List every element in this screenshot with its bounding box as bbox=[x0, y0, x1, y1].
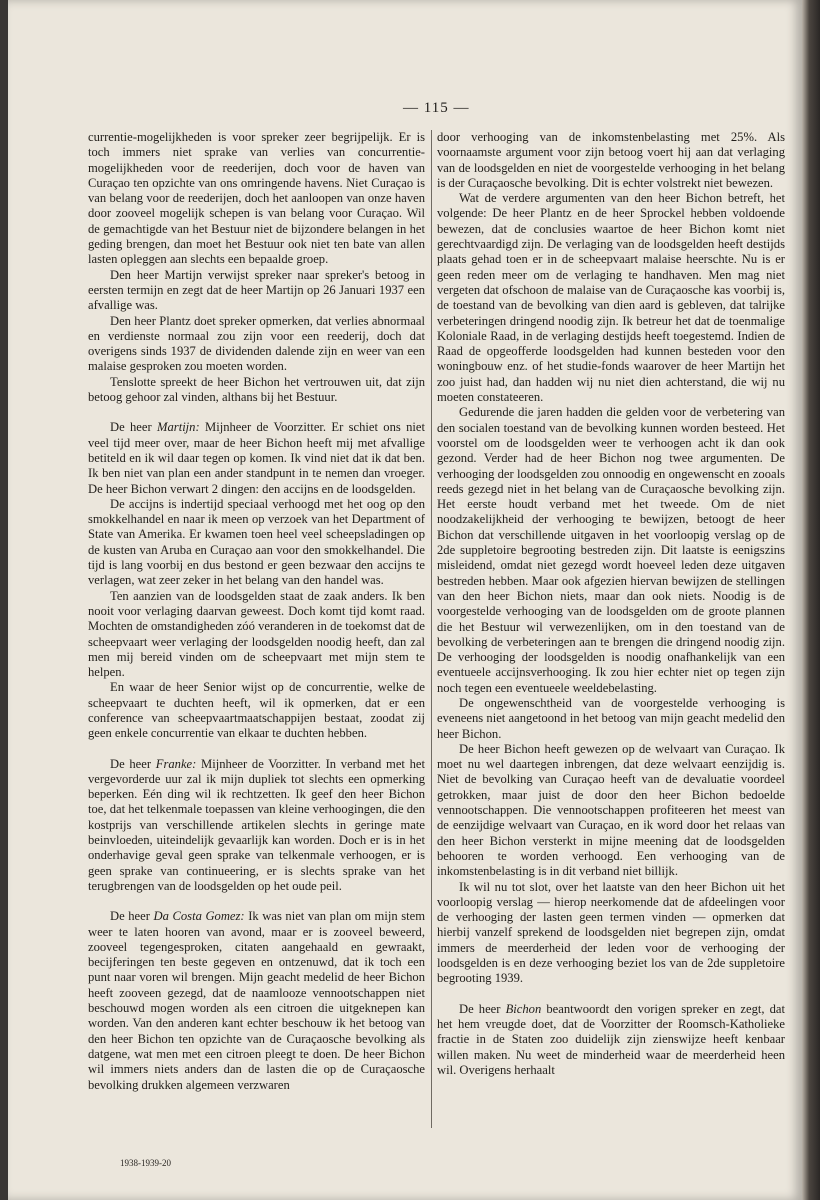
speaker-name: Martijn: bbox=[157, 420, 200, 435]
paragraph-text: Mijnheer de Voorzitter. Er schiet ons niet veel tijd meer over, maar de heer Bichon heeft mij met afvallige betiteld en ik wil daar tegen op komen. Ik vind niet dat ik dat ben. Ik ben niet van plan een ander standpunt in te nemen dan vroeger. De heer Bichon verwart 2 dingen: den accijns en de loodsgelden. bbox=[88, 420, 425, 496]
speaker-name: Bichon bbox=[505, 1001, 542, 1016]
speaker-prefix: De heer bbox=[110, 420, 157, 435]
paragraph: De accijns is indertijd speciaal verhoogd met het oog op den smokkelhandel en naar ik meen op verzoek van het Department of State van Amerika. Er kwamen toen heel veel scheepsladingen op de kusten van Aruba en Curaçao aan voor den smokkelhandel. Die tijd is lang voorbij en dus bestond er geen bezwaar den accijns te verlagen, wat zeer zeker in het belang van den handel was. bbox=[88, 496, 425, 588]
speaker-paragraph bbox=[88, 909, 425, 1093]
speaker-prefix: De heer bbox=[110, 756, 156, 771]
paragraph: De ongewenschtheid van de voorgestelde verhooging is eveneens niet aangetoond in het betoog van mijn geacht medelid den heer Bichon. bbox=[437, 695, 785, 741]
speaker-name: Franke: bbox=[155, 756, 197, 771]
speaker-paragraph bbox=[437, 1002, 785, 1078]
paragraph: Gedurende die jaren hadden die gelden voor de verbetering van den socialen toestand van de bevolking kunnen worden besteed. Het voorstel om de loodsgelden weer te verhoogen acht ik dan ook gezond. Verder had de heer Bichon nog twee argumenten. De verhooging der loodsgelden zou onnoodig en ongewenscht en zooals reeds gezegd niet in het belang van de Curaçaosche bevolking zijn. Het eerste houdt verband met het tweede. Om de niet noodzakelijkheid der verhooging te bewijzen, betoogt de heer Bichon dat verschillende uitgaven in het voorloopig verslag op de 2de suppletoire begrooting bestreden zijn. Dit laatste is eenigszins misleidend, omdat niet gezegd wordt hoeveel leden deze uitgaven bestreden hebben. Maar ook afgezien hiervan bewijzen de stellingen van den heer Bichon niets, maar dan ook niets. Noodig is de voorgestelde verhooging van de loodsgelden om de groote plannen die het Bestuur wil verwezenlijken, om in den toestand van de bevolking de verbeteringen aan te brengen die dringend noodig zijn. De verhooging der loodsgelden is noodig onafhankelijk van een eventueele accijnsverhooging. Ik zou hier echter niet op tegen zijn noch tegen een eventueele weeldebelasting. bbox=[437, 405, 785, 695]
column-divider bbox=[431, 130, 432, 1128]
paragraph-text: beantwoordt den vorigen spreker en zegt, dat het hem vreugde doet, dat de Voorzitter der Roomsch-Katholieke fractie in de Staten zoo duidelijk zijn zienswijze heeft kenbaar willen maken. Nu weet de minderheid waar de meerderheid heen wil. Overigens herhaalt bbox=[437, 1001, 785, 1077]
speaker-paragraph bbox=[88, 420, 425, 496]
paragraph: currentie-mogelijkheden is voor spreker zeer begrijpelijk. Er is toch immers niet sprake van verlies van concurrentie-mogelijkheden voor de reederijen, doch voor de haven van Curaçao ten opzichte van ons omringende havens. Niet Curaçao is van belang voor de reederijen, doch het aanloopen van onze haven door zooveel mogelijk schepen is van belang voor Curaçao. Wil de gemachtigde van het Bestuur niet de bijzondere belangen in het geding brengen, dan moet het Bestuur ook niet ten bate van allen lasten opleggen aan slechts een bepaalde groep. bbox=[88, 130, 425, 267]
speaker-paragraph bbox=[88, 757, 425, 895]
speaker-prefix: De heer bbox=[459, 1001, 506, 1016]
paragraph: Ten aanzien van de loodsgelden staat de zaak anders. Ik ben nooit voor verlaging daarvan geweest. Doch komt tijd komt raad. Mochten de omstandigheden zóó veranderen in de toekomst dat de scheepvaart weer verlaging der loodsgelden noodig heeft, dan zal men mij bereid vinden om de scheepvaart met mijn stem te helpen. bbox=[88, 588, 425, 680]
right-column bbox=[437, 130, 785, 1078]
paragraph-text: Mijnheer de Voorzitter. In verband met het vergevorderde uur zal ik mijn dupliek tot slechts een opmerking beperken. Eén ding wil ik rechtzetten. Ik geef den heer Bichon toe, dat het telkenmale toepassen van kleine verhoogingen, die den kostprijs van verschillende artikelen slechts in geringe mate beinvloeden, uiteindelijk gevaarlijk kan worden. Doch er is in het onderhavige geval geen sprake van telkenmale verhoogen, er is geen sprake van continueering, er is slechts sprake van het terugbrengen van de loodsgelden op het oude peil. bbox=[88, 756, 426, 893]
speaker-name: Da Costa Gomez: bbox=[153, 909, 245, 924]
paragraph: Den heer Martijn verwijst spreker naar spreker's betoog in eersten termijn en zegt dat de heer Martijn op 26 Januari 1937 een afvallige was. bbox=[88, 267, 425, 313]
paragraph: De heer Bichon heeft gewezen op de welvaart van Curaçao. Ik moet nu wel daartegen inbrengen, dat deze welvaart eenzijdig is. Niet de bevolking van Curaçao heeft van de devaluatie voordeel getrokken, maar juist de door den heer Bichon bedoelde vennootschappen. Die vennootschappen profiteeren het meest van de eenzijdige welvaart van Curaçao, en ik word door het relaas van den heer Bichon versterkt in mijne meening dat de loodsgelden behooren te worden verhoogd. Een verhooging van de inkomstenbelasting is in dit verband niet billijk. bbox=[437, 741, 785, 879]
paragraph: En waar de heer Senior wijst op de concurrentie, welke de scheepvaart te duchten heeft, wil ik opmerken, dat er een conference van scheepvaartmaatschappijen bestaat, zoodat zij geen enkele concurrentie van elkaar te duchten hebben. bbox=[88, 680, 425, 741]
paragraph-text: Ik was niet van plan om mijn stem weer te laten hooren van avond, maar er is zooveel beweerd, zooveel tegengesproken, citaten aangehaald en gewraakt, becijferingen ten beste gegeven en ontzenuwd, dat ik toch een punt naar voren wil brengen. Mijn geacht medelid de heer Bichon heeft zooveen gezegd, dat de naamlooze vennootschappen niet beschouwd mogen worden als een citroen die uitgeknepen kan worden. Van den anderen kant echter beschouw ik het betoog van den heer Bichon ten opzichte van de Curaçaosche bevolking als datgene, wat men met een citroen pleegt te doen. De heer Bichon wil immers niets anders dan de lasten die op de Curaçaosche bevolking drukken algemeen verzwaren bbox=[88, 909, 426, 1092]
paragraph: Tenslotte spreekt de heer Bichon het vertrouwen uit, dat zijn betoog gehoor zal vinden, althans bij het Bestuur. bbox=[88, 374, 425, 405]
paragraph: Ik wil nu tot slot, over het laatste van den heer Bichon uit het voorloopig verslag — hierop neerkomende dat de afdeelingen voor de verhooging der lasten geen termen vinden — opmerken dat hierbij vanzelf sprekend de loodsgelden niet begrepen zijn, omdat immers de meerderheid der leden voor de verhooging der loodsgelden is en deze verhooging beziet los van de 2de suppletoire begrooting 1939. bbox=[437, 879, 785, 986]
left-column bbox=[88, 130, 425, 1093]
paragraph: Wat de verdere argumenten van den heer Bichon betreft, het volgende: De heer Plantz en de heer Sprockel hebben voldoende bewezen, dat de conclusies waartoe de heer Bichon komt niet gerechtvaardigd zijn. De verlaging van de loodsgelden heeft destijds plaats gehad toen er in de scheepvaart malaise heerschte. Nu is er geen reden meer om de verlaging te handhaven. Men mag niet vergeten dat ofschoon de malaise van de Curaçaosche kas voorbij is, de toestand van de bevolking van dien aard is gebleven, dat talrijke verbeteringen dringend noodig zijn. Ik betreur het dat de toenmalige Koloniale Raad, in de verlaging destijds heeft toegestemd. Indien de Raad de opgeofferde loodsgelden had kunnen besteden voor den woningbouw enz. of het studie-fonds waarover de heer Martijn het zoo juist had, dan hadden wij nu niet dien achterstand, die wij nu moeten constateeren. bbox=[437, 191, 785, 405]
document-page bbox=[8, 0, 802, 1200]
paragraph: door verhooging van de inkomstenbelasting met 25%. Als voornaamste argument voor zijn betoog voert hij aan dat verlaging van de loodsgelden en niet de voorgestelde verhooging in het belang is der Curaçaosche bevolking. Dit is echter volstrekt niet bewezen. bbox=[437, 130, 785, 190]
book-spine-edge bbox=[802, 0, 820, 1200]
paragraph: Den heer Plantz doet spreker opmerken, dat verlies abnormaal en verdienste normaal zou zijn voor een reederij, doch dat overigens sinds 1937 de dividenden dalende zijn en weer van een malaise gesproken zou moeten worden. bbox=[88, 313, 425, 374]
page-number: — 115 — bbox=[403, 100, 470, 116]
footer-code: 1938-1939-20 bbox=[120, 1158, 171, 1168]
speaker-prefix: De heer bbox=[110, 909, 154, 924]
